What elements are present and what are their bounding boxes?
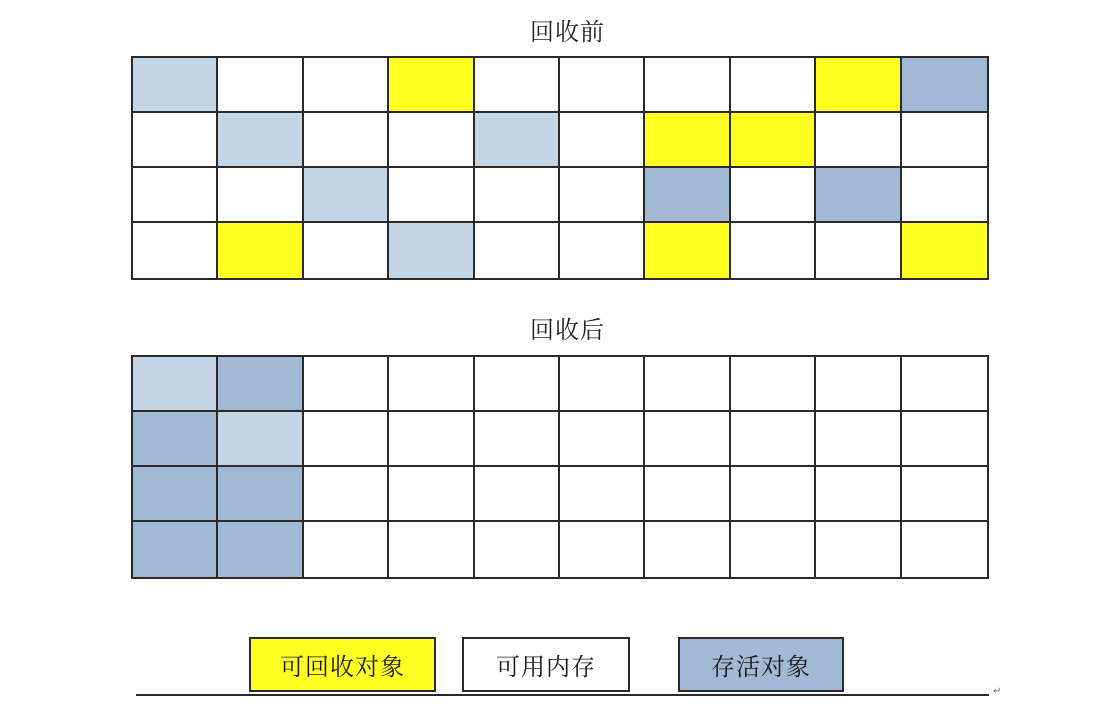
- before-cell-free: [560, 223, 645, 278]
- before-cell-free: [218, 58, 303, 113]
- after-cell-free: [475, 357, 560, 412]
- after-cell-free: [389, 522, 474, 577]
- after-cell-free: [389, 357, 474, 412]
- after-cell-free: [816, 412, 901, 467]
- after-cell-free: [304, 522, 389, 577]
- after-cell-free: [389, 467, 474, 522]
- before-cell-free: [731, 223, 816, 278]
- after-cell-free: [902, 522, 987, 577]
- after-cell-free: [560, 412, 645, 467]
- after-cell-free: [304, 412, 389, 467]
- before-cell-reclaimable: [645, 113, 730, 168]
- after-cell-free: [645, 357, 730, 412]
- before-cell-free: [560, 113, 645, 168]
- after-cell-free: [816, 357, 901, 412]
- after-cell-free: [304, 357, 389, 412]
- after-cell-live-dark: [133, 412, 218, 467]
- before-cell-free: [475, 168, 560, 223]
- before-cell-reclaimable: [731, 113, 816, 168]
- after-cell-free: [475, 412, 560, 467]
- before-cell-reclaimable: [218, 223, 303, 278]
- before-cell-free: [389, 168, 474, 223]
- before-cell-live-light: [133, 58, 218, 113]
- before-cell-live-dark: [902, 58, 987, 113]
- bottom-rule: [136, 694, 989, 696]
- memory-grid-after: [131, 355, 989, 579]
- after-cell-live-dark: [133, 522, 218, 577]
- before-cell-free: [902, 168, 987, 223]
- before-cell-free: [731, 58, 816, 113]
- before-cell-free: [816, 113, 901, 168]
- after-cell-free: [645, 412, 730, 467]
- after-cell-free: [645, 522, 730, 577]
- after-cell-free: [902, 357, 987, 412]
- before-cell-reclaimable: [389, 58, 474, 113]
- before-cell-free: [133, 168, 218, 223]
- before-cell-live-dark: [816, 168, 901, 223]
- legend-free-memory: 可用内存: [462, 637, 630, 692]
- before-cell-free: [475, 58, 560, 113]
- after-cell-free: [475, 467, 560, 522]
- before-cell-live-light: [475, 113, 560, 168]
- after-cell-free: [731, 412, 816, 467]
- after-cell-free: [389, 412, 474, 467]
- legend-reclaimable-objects: 可回收对象: [249, 637, 436, 692]
- before-cell-free: [389, 113, 474, 168]
- after-cell-live-light: [218, 412, 303, 467]
- before-cell-free: [560, 168, 645, 223]
- before-cell-free: [731, 168, 816, 223]
- after-cell-free: [816, 467, 901, 522]
- memory-grid-before: [131, 56, 989, 280]
- after-cell-free: [560, 467, 645, 522]
- after-cell-free: [645, 467, 730, 522]
- legend-live-objects: 存活对象: [678, 637, 844, 692]
- before-cell-reclaimable: [645, 223, 730, 278]
- after-cell-live-light: [133, 357, 218, 412]
- after-cell-free: [304, 467, 389, 522]
- before-cell-live-light: [304, 168, 389, 223]
- before-cell-free: [304, 58, 389, 113]
- after-cell-free: [560, 357, 645, 412]
- before-cell-live-light: [389, 223, 474, 278]
- after-cell-free: [902, 412, 987, 467]
- after-cell-free: [816, 522, 901, 577]
- before-cell-free: [902, 113, 987, 168]
- after-cell-free: [560, 522, 645, 577]
- title-before-gc: 回收前: [530, 18, 605, 46]
- before-cell-free: [816, 223, 901, 278]
- after-cell-free: [731, 467, 816, 522]
- after-cell-free: [731, 357, 816, 412]
- after-cell-live-dark: [218, 467, 303, 522]
- title-after-gc: 回收后: [530, 316, 605, 344]
- after-cell-free: [475, 522, 560, 577]
- before-cell-reclaimable: [902, 223, 987, 278]
- after-cell-free: [731, 522, 816, 577]
- after-cell-live-dark: [133, 467, 218, 522]
- before-cell-live-light: [218, 113, 303, 168]
- after-cell-free: [902, 467, 987, 522]
- after-cell-live-dark: [218, 357, 303, 412]
- before-cell-free: [645, 58, 730, 113]
- before-cell-free: [133, 113, 218, 168]
- paragraph-mark-icon: ↵: [993, 686, 1002, 697]
- before-cell-reclaimable: [816, 58, 901, 113]
- before-cell-free: [304, 223, 389, 278]
- before-cell-free: [304, 113, 389, 168]
- after-cell-live-dark: [218, 522, 303, 577]
- before-cell-free: [560, 58, 645, 113]
- before-cell-free: [475, 223, 560, 278]
- before-cell-live-dark: [645, 168, 730, 223]
- before-cell-free: [133, 223, 218, 278]
- before-cell-free: [218, 168, 303, 223]
